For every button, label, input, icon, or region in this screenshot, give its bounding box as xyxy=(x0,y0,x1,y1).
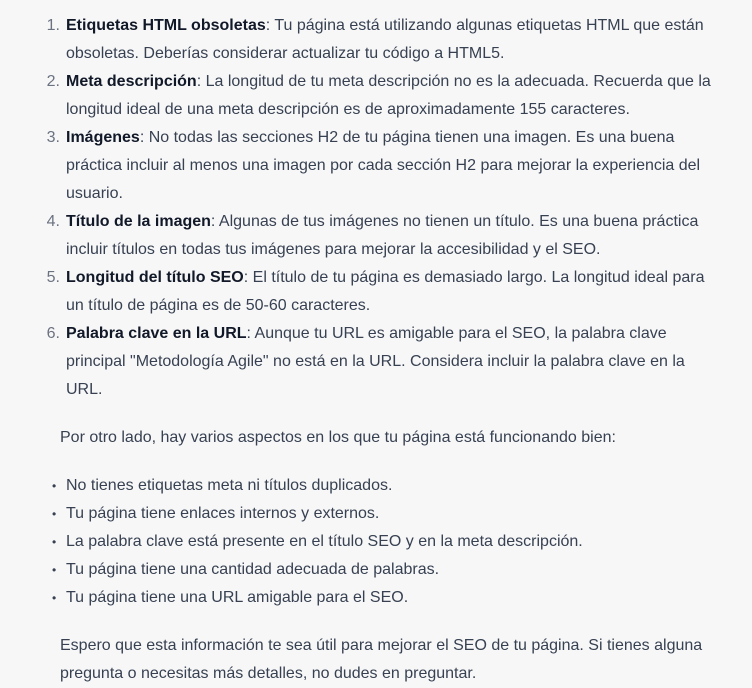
positives-list xyxy=(40,472,712,612)
positive-item xyxy=(40,528,712,556)
bullet-icon: • xyxy=(52,479,57,493)
issue-title: Longitud del título SEO xyxy=(66,269,244,286)
list-number: 5. xyxy=(46,269,60,286)
positive-text: Tu página tiene enlaces internos y externos. xyxy=(66,505,380,522)
issue-text: : Algunas de tus imágenes no tienen un título. Es una buena práctica incluir títulos en todas tus imágenes para mejorar la accesibilidad y el SEO. xyxy=(66,213,699,258)
positive-item xyxy=(40,556,712,584)
issue-item xyxy=(40,68,712,124)
issue-text: : Aunque tu URL es amigable para el SEO, la palabra clave principal "Metodología Agile" no está en la URL. Considera incluir la palabra clave en la URL. xyxy=(66,325,685,398)
positive-item xyxy=(40,472,712,500)
issue-text: : No todas las secciones H2 de tu página tienen una imagen. Es una buena práctica incluir al menos una imagen por cada sección H2 para mejorar la experiencia del usuario. xyxy=(66,129,701,202)
list-number: 4. xyxy=(46,213,60,230)
bullet-icon: • xyxy=(52,535,57,549)
issue-item xyxy=(40,264,712,320)
positive-text: La palabra clave está presente en el título SEO y en la meta descripción. xyxy=(66,533,583,550)
positives-intro: Por otro lado, hay varios aspectos en los que tu página está funcionando bien: xyxy=(60,429,616,446)
bullet-icon: • xyxy=(52,591,57,605)
issue-text: : Tu página está utilizando algunas etiquetas HTML que están obsoletas. Deberías considerar actualizar tu código a HTML5. xyxy=(66,17,704,62)
issue-text: : La longitud de tu meta descripción no es la adecuada. Recuerda que la longitud ideal de una meta descripción es de aproximadamente 155 caracteres. xyxy=(66,73,711,118)
issue-title: Título de la imagen xyxy=(66,213,211,230)
list-number: 3. xyxy=(46,129,60,146)
issue-item xyxy=(40,124,712,208)
positive-item xyxy=(40,500,712,528)
issue-title: Meta descripción xyxy=(66,73,197,90)
issue-item xyxy=(40,208,712,264)
positive-text: Tu página tiene una URL amigable para el SEO. xyxy=(66,589,409,606)
issue-title: Imágenes xyxy=(66,129,140,146)
issue-text: : El título de tu página es demasiado largo. La longitud ideal para un título de página es de 50-60 caracteres. xyxy=(66,269,705,314)
seo-issues-list xyxy=(40,12,712,404)
bullet-icon: • xyxy=(52,563,57,577)
closing-paragraph: Espero que esta información te sea útil para mejorar el SEO de tu página. Si tienes alguna pregunta o necesitas más detalles, no dudes en preguntar. xyxy=(60,637,703,682)
positive-text: No tienes etiquetas meta ni títulos duplicados. xyxy=(66,477,393,494)
positive-text: Tu página tiene una cantidad adecuada de palabras. xyxy=(66,561,440,578)
list-number: 2. xyxy=(46,73,60,90)
issue-title: Etiquetas HTML obsoletas xyxy=(66,17,266,34)
bullet-icon: • xyxy=(52,507,57,521)
list-number: 1. xyxy=(46,17,60,34)
list-number: 6. xyxy=(46,325,60,342)
issue-item xyxy=(40,320,712,404)
issue-item xyxy=(40,12,712,68)
issue-title: Palabra clave en la URL xyxy=(66,325,247,342)
positive-item xyxy=(40,584,712,612)
